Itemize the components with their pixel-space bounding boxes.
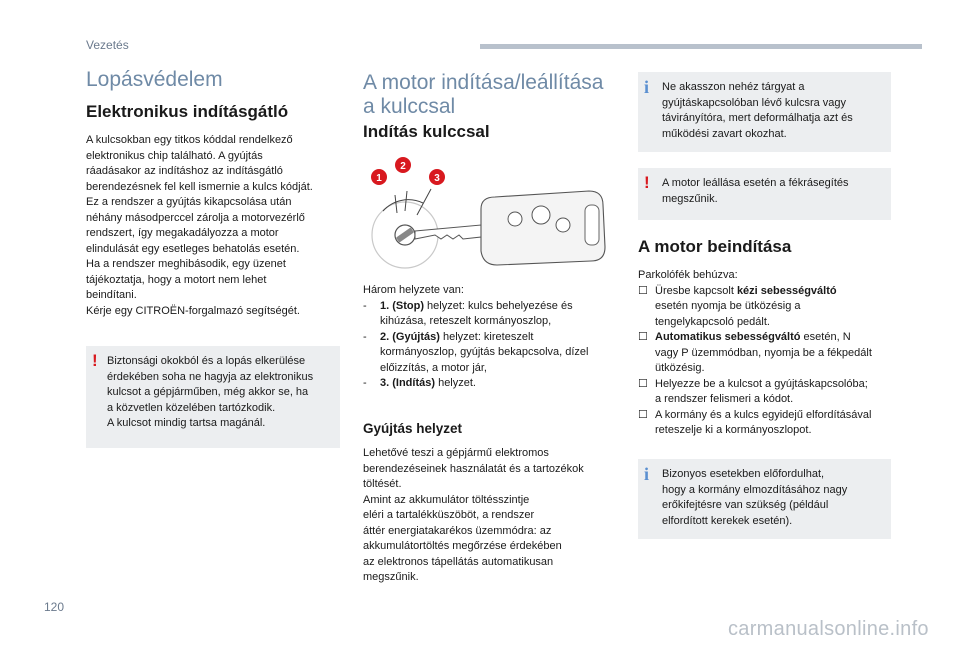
body-line: beindítani. (86, 289, 137, 301)
step-text: Üresbe kapcsolt (655, 284, 737, 297)
body-line: Ez a rendszer a gyújtás kikapcsolása után (86, 196, 292, 208)
title-line: A motor indítása/leállítása (363, 71, 604, 94)
step-cont: a rendszer felismeri a kódot. (655, 393, 794, 405)
start-steps-section (638, 268, 898, 439)
body-line: berendezésnek fel kell ismernie a kulcs kódját. (86, 180, 313, 193)
key-positions-figure (363, 153, 613, 283)
list-item (638, 408, 898, 439)
note-line: érdekében soha ne hagyja az elektronikus (107, 370, 314, 383)
key-blade (415, 225, 481, 239)
position-label: 1. (Stop) (380, 299, 424, 312)
fob-lock-button (508, 212, 522, 226)
subsection-title-key-start: Indítás kulccsal (363, 122, 490, 141)
position-arc (383, 200, 423, 211)
position-label: 3. (Indítás) (380, 377, 436, 389)
list-item (638, 377, 898, 408)
positions-list (363, 299, 613, 392)
step-cont: esetén nyomja be ütközésig a (655, 300, 801, 312)
step-text: esetén, N (800, 331, 851, 343)
section-title-start (363, 71, 603, 119)
step-cont: ütközésig. (655, 362, 705, 374)
body-line: rendszert, így megakadályozza a motor (86, 227, 279, 239)
step-bold: kézi sebességváltó (736, 284, 837, 297)
step-cont: reteszelje ki a kormányoszlopot. (655, 424, 812, 436)
info-note-steering (638, 459, 891, 539)
position-line-3 (417, 189, 431, 215)
checkbox-icon: ☐ (638, 331, 648, 343)
fob-light-button (532, 206, 550, 224)
note-line: a közvetlen közelében tartózkodik. (107, 401, 276, 414)
checkbox-icon: ☐ (638, 284, 648, 297)
note-line: erőkifejtésre van szükség (például (662, 499, 829, 511)
position-text: helyzet. (435, 377, 476, 389)
note-line: távirányítóra, mert deformálhatja azt és (662, 112, 853, 124)
body-line: berendezéseinek használatát és a tartozékok (363, 462, 584, 475)
body-line: tájékoztatja, hogy a motort nem lehet (86, 273, 267, 286)
body-line: Kérje egy CITROËN-forgalmazó segítségét. (86, 304, 300, 317)
body-line: eléri a tartalékküszöböt, a rendszer (363, 509, 535, 521)
ignition-body (363, 446, 618, 586)
positions-section (363, 283, 613, 392)
warning-icon: ! (644, 173, 650, 192)
immobiliser-body (86, 133, 356, 319)
body-line: elektronikus chip található. A gyújtás (86, 149, 263, 162)
watermark: carmanualsonline.info (728, 618, 929, 640)
subsection-title: Elektronikus indításgátló (86, 102, 289, 121)
step-cont: tengelykapcsoló pedált. (655, 315, 770, 328)
warning-note-key (86, 346, 340, 448)
label-3: 3 (434, 173, 440, 184)
dash-bullet: - (363, 299, 367, 312)
fob-blade-button (585, 205, 599, 245)
dash-bullet: - (363, 377, 367, 389)
position-text: helyzet: kulcs behelyezése és (424, 299, 573, 312)
list-item (638, 284, 898, 331)
start-engine-title: A motor beindítása (638, 237, 792, 256)
note-line: működési zavart okozhat. (662, 127, 787, 140)
warning-note-brake (638, 168, 891, 220)
body-line: Lehetővé teszi a gépjármű elektromos (363, 447, 549, 459)
list-item (363, 330, 613, 377)
checkbox-icon: ☐ (638, 408, 648, 421)
info-icon: i (644, 77, 650, 97)
note-line: elfordított kerekek esetén). (662, 514, 793, 527)
header-bar (480, 44, 922, 49)
body-line: töltését. (363, 478, 402, 490)
steps-list (638, 284, 898, 439)
positions-intro: Három helyzete van: (363, 284, 464, 296)
warning-icon: ! (92, 351, 98, 370)
body-line: megszűnik. (363, 571, 419, 583)
step-bold: Automatikus sebességváltó (655, 331, 801, 343)
start-intro: Parkolófék behúzva: (638, 269, 738, 281)
position-line-2 (405, 191, 407, 211)
body-line: Ha a rendszer meghibásodik, egy üzenet (86, 258, 286, 270)
list-item (363, 299, 613, 330)
page-number: 120 (44, 600, 65, 614)
body-line: elindulását egy esetleges behatolás esetén. (86, 242, 300, 255)
section-label: Vezetés (86, 38, 129, 52)
step-text: A kormány és a kulcs egyidejű elfordításával (655, 408, 872, 421)
position-cont: előizzítás, a motor jár, (380, 361, 487, 374)
step-text: Helyezze be a kulcsot a gyújtáskapcsolóba; (655, 377, 868, 390)
title-line: a kulccsal (363, 95, 456, 118)
fob-unlock-button (556, 218, 570, 232)
note-line: Bizonyos esetekben előfordulhat, (662, 468, 825, 480)
dash-bullet: - (363, 330, 367, 343)
label-2: 2 (400, 161, 406, 172)
body-line: áttér energiatakarékos üzemmódra: az (363, 524, 552, 537)
note-line: Biztonsági okokból és a lopás elkerülése (107, 355, 306, 367)
body-line: néhány másodperccel zárolja a motorvezérlő (86, 211, 305, 224)
position-label: 2. (Gyújtás) (380, 330, 440, 343)
body-line: ráadásakor az indításhoz az indításgátló (86, 165, 283, 177)
checkbox-icon: ☐ (638, 377, 648, 390)
ignition-title: Gyújtás helyzet (363, 421, 463, 436)
info-note-key-weight (638, 72, 891, 152)
body-line: A kulcsokban egy titkos kóddal rendelkező (86, 134, 293, 146)
position-cont: kormányoszlop, gyújtás bekapcsolva, dízel (380, 346, 589, 358)
section-title: Lopásvédelem (86, 68, 223, 91)
note-line: A kulcsot mindig tartsa magánál. (107, 417, 266, 429)
position-cont: kihúzása, reteszelt kormányoszlop, (380, 315, 552, 327)
note-line: A motor leállása esetén a fékrásegítés (662, 177, 849, 189)
step-cont: vagy P üzemmódban, nyomja be a fékpedált (655, 346, 872, 359)
label-1: 1 (376, 173, 382, 184)
info-icon: i (644, 464, 650, 484)
body-line: Amint az akkumulátor töltésszintje (363, 493, 530, 506)
note-line: gyújtáskapcsolóban lévő kulcsra vagy (662, 96, 847, 109)
note-line: megszűnik. (662, 192, 718, 205)
body-line: akkumulátortöltés megőrzése érdekében (363, 540, 562, 552)
note-line: Ne akasszon nehéz tárgyat a (662, 81, 805, 93)
position-text: helyzet: kireteszelt (439, 330, 534, 343)
note-line: hogy a kormány elmozdításához nagy (662, 483, 848, 496)
body-line: az elektronos tápellátás automatikusan (363, 555, 554, 568)
list-item (363, 376, 613, 392)
note-line: kulcsot a gépjárműben, még akkor se, ha (107, 386, 309, 398)
list-item (638, 330, 898, 377)
